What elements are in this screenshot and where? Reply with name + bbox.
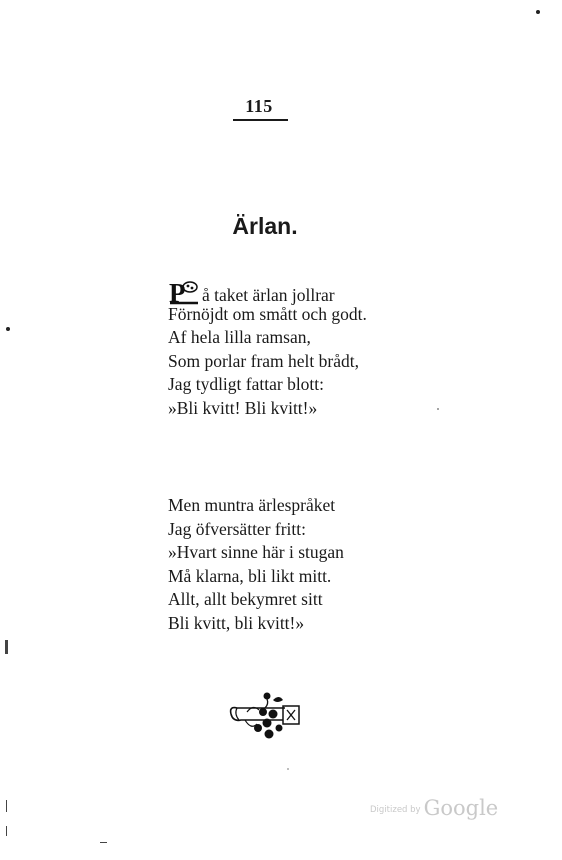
scan-speck [287, 768, 289, 770]
scan-speck [6, 800, 7, 812]
poem-line: Allt, allt bekymret sitt [168, 589, 323, 609]
poem-line-text: å taket ärlan jollrar [202, 285, 335, 305]
digitized-by-google-watermark [370, 796, 498, 820]
page-number-rule [233, 119, 288, 121]
scan-speck [100, 842, 107, 843]
poem-line: Förnöjdt om smått och godt. [168, 303, 367, 324]
poem-line: Jag tydligt fattar blott: [168, 374, 325, 394]
floral-vignette-ornament [225, 690, 305, 742]
poem-line: »Bli kvitt! Bli kvitt!» [168, 397, 318, 418]
scan-speck [6, 327, 10, 331]
stanza-1 [168, 279, 367, 420]
watermark-brand: Google [423, 796, 499, 820]
scan-speck [5, 640, 8, 654]
poem-line: Jag öfversätter fritt: [168, 518, 307, 539]
stanza-2 [168, 494, 344, 635]
watermark-prefix: Digitized by [370, 805, 421, 815]
poem-title: Ärlan. [232, 213, 298, 239]
poem-line: Af hela lilla ramsan, [168, 327, 311, 347]
poem-line: Men muntra ärlespråket [168, 495, 336, 515]
poem-line [168, 279, 367, 303]
svg-text:P: P [169, 279, 186, 305]
poem-line: Må klarna, bli likt mitt. [168, 565, 332, 586]
poem-line: »Hvart sinne här i stugan [168, 542, 344, 562]
ornamental-dropcap-p [168, 279, 200, 305]
page-number: 115 [245, 96, 273, 116]
scan-speck [536, 10, 540, 14]
poem-line: Som porlar fram helt brådt, [168, 350, 359, 371]
poem-line: Bli kvitt, bli kvitt!» [168, 612, 305, 633]
scan-speck [437, 408, 439, 410]
scan-speck [6, 826, 7, 836]
